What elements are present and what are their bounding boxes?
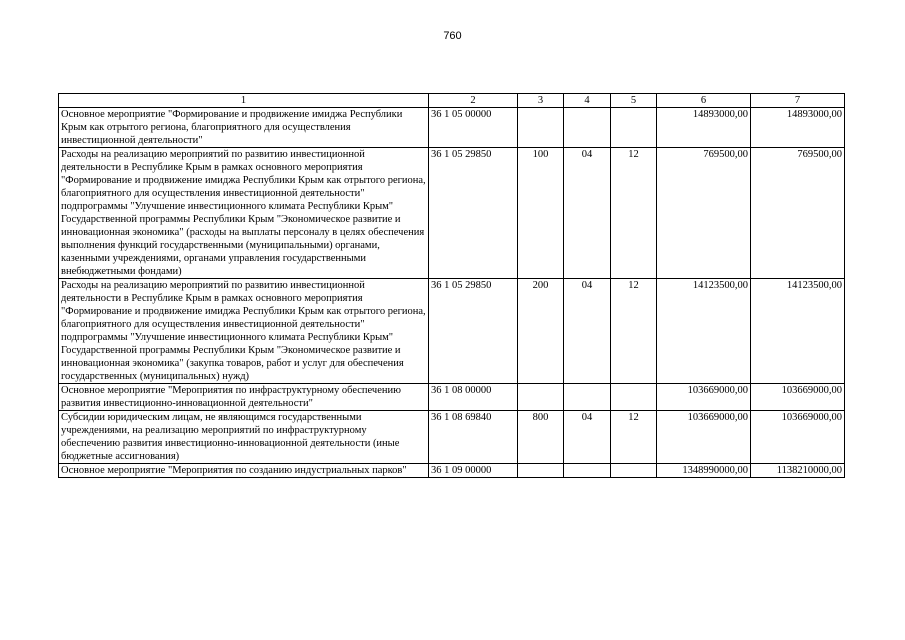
header-col-2: 2 [429, 94, 518, 108]
row-col-5 [611, 108, 657, 148]
row-code: 36 1 08 69840 [429, 411, 518, 464]
row-code: 36 1 05 00000 [429, 108, 518, 148]
row-col-5 [611, 384, 657, 411]
row-col-4: 04 [564, 411, 611, 464]
row-col-4: 04 [564, 279, 611, 384]
row-col-4: 04 [564, 148, 611, 279]
row-col-5 [611, 464, 657, 478]
row-col-5: 12 [611, 148, 657, 279]
table-row [59, 108, 845, 148]
row-amount-6: 769500,00 [657, 148, 751, 279]
row-name: Основное мероприятие "Формирование и продвижение имиджа Республики Крым как отрытого региона, благоприятного для осуществления инвестиционной деятельности" [59, 108, 429, 148]
header-col-6: 6 [657, 94, 751, 108]
row-code: 36 1 05 29850 [429, 148, 518, 279]
row-col-3: 100 [518, 148, 564, 279]
row-amount-6: 14893000,00 [657, 108, 751, 148]
page-number: 760 [443, 30, 462, 42]
table-row [59, 279, 845, 384]
header-col-7: 7 [751, 94, 845, 108]
row-code: 36 1 05 29850 [429, 279, 518, 384]
table-row [59, 384, 845, 411]
row-code: 36 1 08 00000 [429, 384, 518, 411]
header-col-5: 5 [611, 94, 657, 108]
row-amount-6: 14123500,00 [657, 279, 751, 384]
row-col-3: 200 [518, 279, 564, 384]
row-name: Субсидии юридическим лицам, не являющимся государственными учреждениями, на реализацию мероприятий по инфраструктурному обеспечению развития инвестиционно-инновационной деятельности (иные бюджетные ассигнования) [59, 411, 429, 464]
row-amount-7: 769500,00 [751, 148, 845, 279]
row-amount-7: 14893000,00 [751, 108, 845, 148]
row-amount-7: 103669000,00 [751, 411, 845, 464]
row-col-4 [564, 464, 611, 478]
row-name: Расходы на реализацию мероприятий по развитию инвестиционной деятельности в Республике Крым в рамках основного мероприятия "Формирование и продвижение имиджа Республики Крым как отрытого региона, благоприятного для осуществления инвестиционной деятельности" подпрограммы "Улучшение инвестиционного климата Республики Крым" Государственной программы Республики Крым "Экономическое развитие и инновационная экономика" (расходы на выплаты персоналу в целях обеспечения выполнения функций государственными (муниципальными) органами, казенными учреждениями, органами управления государственными внебюджетными фондами) [59, 148, 429, 279]
row-col-4 [564, 108, 611, 148]
row-name: Основное мероприятие "Мероприятия по созданию индустриальных парков" [59, 464, 429, 478]
row-col-3 [518, 108, 564, 148]
row-amount-7: 14123500,00 [751, 279, 845, 384]
row-col-3 [518, 464, 564, 478]
table-row [59, 411, 845, 464]
row-amount-6: 103669000,00 [657, 411, 751, 464]
row-name: Основное мероприятие "Мероприятия по инфраструктурному обеспечению развития инвестиционно-инновационной деятельности" [59, 384, 429, 411]
table-row [59, 464, 845, 478]
row-col-5: 12 [611, 411, 657, 464]
row-amount-7: 103669000,00 [751, 384, 845, 411]
table-row [59, 148, 845, 279]
header-col-4: 4 [564, 94, 611, 108]
row-col-4 [564, 384, 611, 411]
row-amount-6: 103669000,00 [657, 384, 751, 411]
row-col-5: 12 [611, 279, 657, 384]
row-name: Расходы на реализацию мероприятий по развитию инвестиционной деятельности в Республике Крым в рамках основного мероприятия "Формирование и продвижение имиджа Республики Крым как отрытого региона, благоприятного для осуществления инвестиционной деятельности" подпрограммы "Улучшение инвестиционного климата Республики Крым" Государственной программы Республики Крым "Экономическое развитие и инновационная экономика" (закупка товаров, работ и услуг для обеспечения государственных (муниципальных) нужд) [59, 279, 429, 384]
table-header-row [59, 94, 845, 108]
row-amount-7: 1138210000,00 [751, 464, 845, 478]
header-col-1: 1 [59, 94, 429, 108]
row-code: 36 1 09 00000 [429, 464, 518, 478]
budget-table [58, 93, 845, 478]
row-col-3 [518, 384, 564, 411]
header-col-3: 3 [518, 94, 564, 108]
row-amount-6: 1348990000,00 [657, 464, 751, 478]
row-col-3: 800 [518, 411, 564, 464]
